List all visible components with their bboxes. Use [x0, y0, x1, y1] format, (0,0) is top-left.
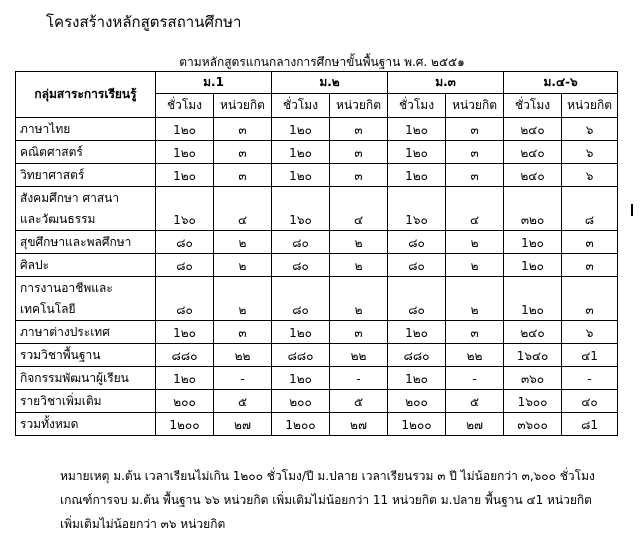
grade-header-m3: ม.๓	[388, 72, 504, 94]
credits-cell: ๖	[562, 118, 618, 141]
subject-label: กิจกรรมพัฒนาผู้เรียน	[20, 371, 129, 385]
hours-cell: ๘๘๐	[272, 344, 330, 367]
subject-cell	[16, 390, 156, 413]
credits-cell: ๓	[562, 231, 618, 254]
hours-cell: ๘๐	[388, 231, 446, 254]
subject-label: การงานอาชีพและ	[20, 280, 113, 295]
subject-cell	[16, 164, 156, 187]
hours-cell: 1๒๐	[388, 367, 446, 390]
credits-cell: -	[562, 367, 618, 390]
table-row	[16, 164, 618, 187]
hours-cell: 1๖๐	[272, 187, 330, 231]
hours-cell: 1๖๐๐	[504, 390, 562, 413]
table-row	[16, 254, 618, 277]
credits-cell: ๖	[562, 164, 618, 187]
hours-header: ชั่วโมง	[272, 94, 330, 118]
credits-cell: ๔๐	[562, 390, 618, 413]
hours-cell: ๓๖๐	[504, 367, 562, 390]
credits-cell: ๒	[446, 277, 504, 321]
table-row	[16, 367, 618, 390]
hours-cell: ๘๐	[156, 231, 214, 254]
curriculum-table	[15, 71, 618, 436]
hours-cell: 1๒๐	[504, 277, 562, 321]
credits-header: หน่วยกิต	[330, 94, 388, 118]
subject-group-header: กลุ่มสาระการเรียนรู้	[16, 72, 156, 118]
credits-cell: ๒๗	[330, 413, 388, 436]
note-line: เพิ่มเติมไม่น้อยกว่า ๓๖ หน่วยกิต	[60, 517, 226, 531]
hours-cell: 1๒๐	[504, 254, 562, 277]
grade-header-m2: ม.๒	[272, 72, 388, 94]
subject-label: วิทยาศาสตร์	[20, 168, 85, 182]
credits-cell: ๓	[214, 164, 272, 187]
note-line: หมายเหตุ ม.ต้น เวลาเรียนไม่เกิน 1๒๐๐ ชั่วโมง/ปี ม.ปลาย เวลาเรียนรวม ๓ ปี ไม่น้อยกว่า ๓,๖๐๐ ชั่วโมง	[60, 469, 595, 483]
table-row	[16, 141, 618, 164]
credits-cell: ๒๗	[446, 413, 504, 436]
hours-header: ชั่วโมง	[504, 94, 562, 118]
credits-cell: ๔1	[562, 344, 618, 367]
hours-cell: ๒๔๐	[504, 321, 562, 344]
credits-cell: ๘1	[562, 413, 618, 436]
table-body	[16, 118, 618, 436]
credits-cell: ๓	[562, 277, 618, 321]
hours-cell: 1๒๐	[504, 231, 562, 254]
subject-label: รวมทั้งหมด	[20, 417, 79, 431]
credits-cell: ๓	[214, 141, 272, 164]
credits-cell: ๓	[446, 164, 504, 187]
hours-cell: ๒๐๐	[272, 390, 330, 413]
credits-cell: ๒๗	[214, 413, 272, 436]
credits-cell: ๓	[214, 118, 272, 141]
credits-cell: ๖	[562, 141, 618, 164]
subject-label: สังคมศึกษา ศาสนา	[20, 190, 120, 205]
credits-cell: -	[214, 367, 272, 390]
hours-cell: ๒๔๐	[504, 118, 562, 141]
subject-cell	[16, 367, 156, 390]
credits-cell: ๓	[330, 321, 388, 344]
hours-cell: 1๒๐๐	[388, 413, 446, 436]
subject-label: และวัฒนธรรม	[20, 211, 96, 226]
subject-label: ภาษาต่างประเทศ	[20, 325, 110, 339]
hours-cell: 1๒๐	[272, 367, 330, 390]
credits-cell: ๔	[330, 187, 388, 231]
hours-cell: 1๒๐	[388, 141, 446, 164]
hours-cell: ๒๔๐	[504, 141, 562, 164]
credits-cell: ๓	[446, 141, 504, 164]
hours-cell: 1๒๐	[156, 118, 214, 141]
subject-cell	[16, 118, 156, 141]
hours-cell: 1๒๐๐	[156, 413, 214, 436]
hours-cell: ๒๐๐	[388, 390, 446, 413]
credits-cell: ๒๒	[330, 344, 388, 367]
subject-cell	[16, 321, 156, 344]
subject-cell	[16, 277, 156, 321]
grade-header-m1: ม.1	[156, 72, 272, 94]
credits-cell: ๓	[446, 118, 504, 141]
hours-cell: ๘๘๐	[388, 344, 446, 367]
table-row	[16, 231, 618, 254]
table-row	[16, 321, 618, 344]
subject-label: รายวิชาเพิ่มเติม	[20, 394, 102, 408]
credits-cell: ๒๒	[446, 344, 504, 367]
credits-cell: ๕	[446, 390, 504, 413]
subject-cell	[16, 187, 156, 231]
subject-label: สุขศึกษาและพลศึกษา	[20, 235, 132, 249]
hours-cell: ๘๘๐	[156, 344, 214, 367]
credits-cell: ๓	[562, 254, 618, 277]
hours-cell: ๘๐	[156, 254, 214, 277]
hours-cell: 1๒๐	[388, 118, 446, 141]
hours-cell: ๘๐	[272, 231, 330, 254]
credits-cell: ๒	[330, 254, 388, 277]
hours-cell: 1๒๐	[156, 367, 214, 390]
hours-cell: 1๖๔๐	[504, 344, 562, 367]
hours-cell: ๘๐	[388, 254, 446, 277]
table-row	[16, 344, 618, 367]
hours-header: ชั่วโมง	[156, 94, 214, 118]
credits-cell: ๒๒	[214, 344, 272, 367]
credits-header: หน่วยกิต	[446, 94, 504, 118]
table-subtitle: ตามหลักสูตรแกนกลางการศึกษาขั้นพื้นฐาน พ.ศ. ๒๕๕๑	[179, 55, 465, 69]
hours-cell: 1๒๐	[156, 321, 214, 344]
credits-cell: ๓	[330, 164, 388, 187]
credits-cell: ๒	[214, 254, 272, 277]
table-row	[16, 413, 618, 436]
hours-cell: 1๖๐	[156, 187, 214, 231]
note-line: เกณฑ์การจบ ม.ต้น พื้นฐาน ๖๖ หน่วยกิต เพิ่มเติมไม่น้อยกว่า 11 หน่วยกิต ม.ปลาย พื้นฐาน ๔1 หน่วยกิต	[60, 493, 592, 507]
hours-cell: ๒๔๐	[504, 164, 562, 187]
hours-header: ชั่วโมง	[388, 94, 446, 118]
credits-cell: ๓	[446, 321, 504, 344]
hours-cell: ๓๖๐๐	[504, 413, 562, 436]
credits-cell: ๒	[214, 231, 272, 254]
page-title: โครงสร้างหลักสูตรสถานศึกษา	[46, 13, 242, 31]
subject-label: เทคโนโลยี	[20, 301, 76, 316]
credits-cell: ๔	[446, 187, 504, 231]
hours-cell: 1๒๐	[272, 141, 330, 164]
subject-cell	[16, 231, 156, 254]
hours-cell: 1๒๐	[156, 164, 214, 187]
subject-cell	[16, 141, 156, 164]
hours-cell: 1๒๐	[156, 141, 214, 164]
hours-cell: ๘๐	[272, 254, 330, 277]
credits-cell: -	[330, 367, 388, 390]
subject-label: คณิตศาสตร์	[20, 145, 83, 159]
notes	[60, 464, 595, 536]
hours-cell: 1๒๐	[272, 164, 330, 187]
hours-cell: 1๒๐	[272, 118, 330, 141]
credits-cell: ๓	[330, 141, 388, 164]
hours-cell: ๒๐๐	[156, 390, 214, 413]
credits-cell: ๒	[446, 254, 504, 277]
credits-cell: ๕	[214, 390, 272, 413]
subject-label: ศิลปะ	[20, 258, 50, 272]
subject-cell	[16, 344, 156, 367]
hours-cell: ๘๐	[388, 277, 446, 321]
hours-cell: 1๒๐	[388, 321, 446, 344]
credits-cell: ๓	[214, 321, 272, 344]
hours-cell: ๓๒๐	[504, 187, 562, 231]
credits-cell: ๘	[562, 187, 618, 231]
credits-cell: ๔	[214, 187, 272, 231]
table-row	[16, 118, 618, 141]
credits-header: หน่วยกิต	[214, 94, 272, 118]
credits-cell: ๒	[330, 231, 388, 254]
table-row	[16, 277, 618, 321]
hours-cell: 1๒๐	[388, 164, 446, 187]
table-row	[16, 390, 618, 413]
credits-cell: ๓	[330, 118, 388, 141]
grade-header-m4-6: ม.๔-๖	[504, 72, 618, 94]
credits-header: หน่วยกิต	[562, 94, 618, 118]
credits-cell: ๖	[562, 321, 618, 344]
subject-cell	[16, 413, 156, 436]
hours-cell: ๘๐	[156, 277, 214, 321]
hours-cell: 1๖๐	[388, 187, 446, 231]
credits-cell: ๒	[446, 231, 504, 254]
credits-cell: ๒	[330, 277, 388, 321]
subject-cell	[16, 254, 156, 277]
hours-cell: 1๒๐	[272, 321, 330, 344]
credits-cell: ๒	[214, 277, 272, 321]
subject-label: รวมวิชาพื้นฐาน	[20, 348, 101, 362]
table-row	[16, 187, 618, 231]
hours-cell: ๘๐	[272, 277, 330, 321]
credits-cell: -	[446, 367, 504, 390]
subject-label: ภาษาไทย	[20, 122, 71, 136]
text-cursor	[631, 204, 633, 216]
hours-cell: 1๒๐๐	[272, 413, 330, 436]
credits-cell: ๕	[330, 390, 388, 413]
